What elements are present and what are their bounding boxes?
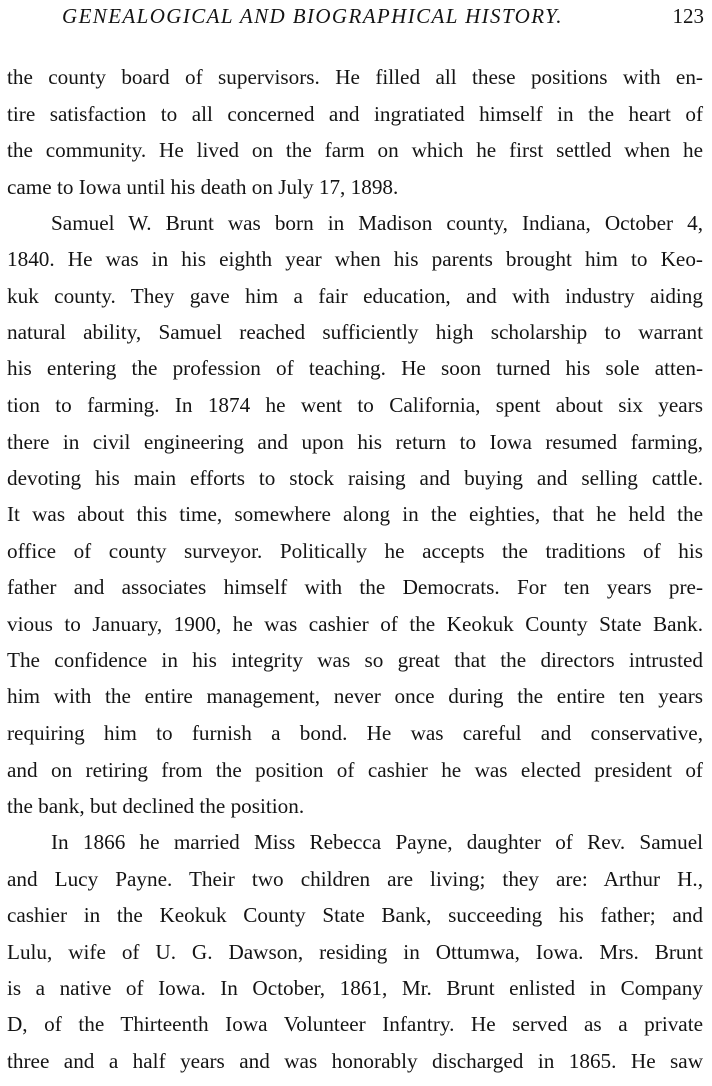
text-line: and on retiring from the position of cashier he was elected president of	[7, 758, 703, 782]
text-line: the community. He lived on the farm on which he first settled when he	[7, 138, 703, 162]
text-line: tire satisfaction to all concerned and ingratiated himself in the heart of	[7, 102, 703, 126]
text-line: devoting his main efforts to stock raising and buying and selling cattle.	[7, 466, 703, 490]
text-line: vious to January, 1900, he was cashier of the Keokuk County State Bank.	[7, 612, 703, 636]
text-line: tion to farming. In 1874 he went to California, spent about six years	[7, 393, 703, 417]
text-line: natural ability, Samuel reached sufficiently high scholarship to warrant	[7, 320, 703, 344]
text-line: the county board of supervisors. He filled all these positions with en-	[7, 65, 703, 89]
text-line: him with the entire management, never once during the entire ten years	[7, 684, 703, 708]
text-line: father and associates himself with the Democrats. For ten years pre-	[7, 575, 703, 599]
text-line: the bank, but declined the position.	[7, 794, 305, 818]
text-line: is a native of Iowa. In October, 1861, Mr. Brunt enlisted in Company	[7, 976, 703, 1000]
page-number: 123	[672, 4, 704, 28]
text-line: came to Iowa until his death on July 17, 1898.	[7, 175, 399, 199]
paragraph-first-line: In 1866 he married Miss Rebecca Payne, daughter of Rev. Samuel	[51, 830, 703, 854]
text-line: Lulu, wife of U. G. Dawson, residing in Ottumwa, Iowa. Mrs. Brunt	[7, 940, 703, 964]
text-line: It was about this time, somewhere along in the eighties, that he held the	[7, 502, 703, 526]
text-line: and Lucy Payne. Their two children are living; they are: Arthur H.,	[7, 867, 703, 891]
paragraph-first-line: Samuel W. Brunt was born in Madison county, Indiana, October 4,	[51, 211, 703, 235]
running-title: GENEALOGICAL AND BIOGRAPHICAL HISTORY.	[62, 4, 563, 28]
text-line: The confidence in his integrity was so great that the directors intrusted	[7, 648, 703, 672]
text-line: 1840. He was in his eighth year when his parents brought him to Keo-	[7, 247, 703, 271]
page-header	[62, 4, 704, 32]
text-line: D, of the Thirteenth Iowa Volunteer Infantry. He served as a private	[7, 1012, 703, 1036]
text-line: requiring him to furnish a bond. He was careful and conservative,	[7, 721, 703, 745]
text-line: there in civil engineering and upon his return to Iowa resumed farming,	[7, 430, 703, 454]
text-line: three and a half years and was honorably discharged in 1865. He saw	[7, 1049, 703, 1073]
text-line: his entering the profession of teaching. He soon turned his sole atten-	[7, 356, 703, 380]
text-line: cashier in the Keokuk County State Bank, succeeding his father; and	[7, 903, 703, 927]
text-line: office of county surveyor. Politically he accepts the traditions of his	[7, 539, 703, 563]
text-line: kuk county. They gave him a fair education, and with industry aiding	[7, 284, 703, 308]
